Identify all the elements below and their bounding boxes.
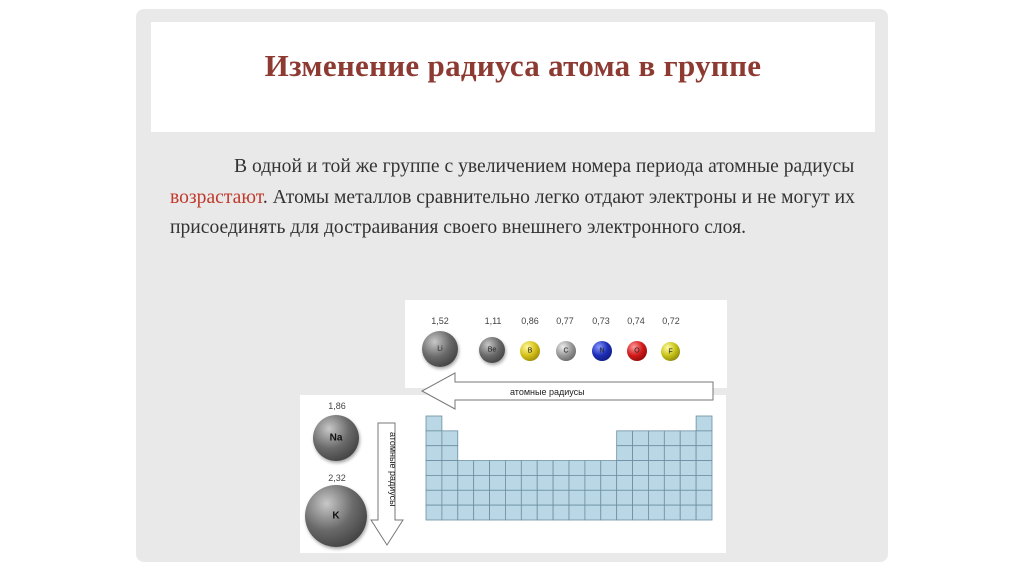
horizontal-arrow-label: атомные радиусы xyxy=(510,387,585,397)
table-cell xyxy=(633,490,649,505)
table-cell xyxy=(585,475,601,490)
table-cell xyxy=(680,505,696,520)
table-cell xyxy=(680,461,696,476)
table-cell xyxy=(521,505,537,520)
table-cell xyxy=(617,490,633,505)
table-cell xyxy=(633,431,649,446)
table-cell xyxy=(553,461,569,476)
atom-radius-label: 1,86 xyxy=(328,401,346,411)
table-cell xyxy=(664,431,680,446)
table-cell xyxy=(601,475,617,490)
table-cell xyxy=(521,461,537,476)
table-cell xyxy=(537,490,553,505)
table-cell xyxy=(680,475,696,490)
table-cell xyxy=(505,475,521,490)
table-cell xyxy=(553,505,569,520)
atom-f: F xyxy=(661,342,680,361)
table-cell xyxy=(569,490,585,505)
table-cell xyxy=(696,431,712,446)
periodic-table-grid xyxy=(426,416,712,520)
table-cell xyxy=(553,475,569,490)
table-cell xyxy=(426,475,442,490)
table-cell xyxy=(442,490,458,505)
slide-title: Изменение радиуса атома в группе xyxy=(264,48,762,83)
table-cell xyxy=(617,461,633,476)
table-cell xyxy=(648,461,664,476)
table-cell xyxy=(474,490,490,505)
vertical-arrow-label: атомные радиусы xyxy=(388,432,398,507)
table-cell xyxy=(426,446,442,461)
table-cell xyxy=(585,461,601,476)
table-cell xyxy=(664,490,680,505)
table-cell xyxy=(490,475,506,490)
table-cell xyxy=(569,505,585,520)
table-cell xyxy=(696,505,712,520)
atom-radius-label: 0,77 xyxy=(556,316,574,326)
atom-n: N xyxy=(592,341,612,361)
table-cell xyxy=(633,446,649,461)
table-cell xyxy=(458,461,474,476)
table-cell xyxy=(474,475,490,490)
table-cell xyxy=(601,490,617,505)
atom-o: O xyxy=(627,341,647,361)
table-cell xyxy=(442,505,458,520)
table-cell xyxy=(426,461,442,476)
table-cell xyxy=(648,431,664,446)
table-cell xyxy=(426,505,442,520)
table-cell xyxy=(617,431,633,446)
table-cell xyxy=(696,475,712,490)
table-cell xyxy=(474,461,490,476)
table-cell xyxy=(553,490,569,505)
table-cell xyxy=(505,505,521,520)
table-cell xyxy=(505,461,521,476)
atom-c: C xyxy=(556,341,576,361)
table-cell xyxy=(617,446,633,461)
table-cell xyxy=(696,416,712,431)
atom-li: Li xyxy=(422,331,458,367)
table-cell xyxy=(601,461,617,476)
table-cell xyxy=(458,475,474,490)
table-cell xyxy=(426,431,442,446)
table-cell xyxy=(490,505,506,520)
table-cell xyxy=(680,446,696,461)
atom-radius-label: 1,11 xyxy=(484,316,502,326)
table-cell xyxy=(442,431,458,446)
table-cell xyxy=(664,461,680,476)
table-cell xyxy=(458,490,474,505)
atom-be: Be xyxy=(479,337,505,363)
table-cell xyxy=(648,475,664,490)
table-cell xyxy=(696,446,712,461)
table-cell xyxy=(458,505,474,520)
atom-radius-label: 0,86 xyxy=(521,316,539,326)
table-cell xyxy=(505,490,521,505)
atom-b: B xyxy=(520,341,540,361)
table-cell xyxy=(680,431,696,446)
table-cell xyxy=(633,505,649,520)
table-cell xyxy=(696,490,712,505)
table-cell xyxy=(664,505,680,520)
table-cell xyxy=(521,475,537,490)
table-cell xyxy=(537,475,553,490)
table-cell xyxy=(664,475,680,490)
table-cell xyxy=(585,505,601,520)
table-cell xyxy=(442,446,458,461)
table-cell xyxy=(442,461,458,476)
paragraph-text-1: В одной и той же группе с увеличением номера периода атомные радиусы xyxy=(234,156,855,177)
atom-radius-label: 0,74 xyxy=(627,316,645,326)
table-cell xyxy=(648,446,664,461)
paragraph-text-2: . Атомы металлов сравнительно легко отдают электроны и не могут их присоединять для достраивания своего внешнего электронного слоя. xyxy=(170,186,855,238)
table-cell xyxy=(426,490,442,505)
table-cell xyxy=(633,475,649,490)
table-cell xyxy=(537,505,553,520)
table-cell xyxy=(617,505,633,520)
table-cell xyxy=(537,461,553,476)
table-cell xyxy=(426,416,442,431)
atom-k: K xyxy=(305,485,367,547)
table-cell xyxy=(601,505,617,520)
table-cell xyxy=(569,475,585,490)
table-cell xyxy=(521,490,537,505)
table-cell xyxy=(664,446,680,461)
atom-na: Na xyxy=(313,415,359,461)
table-cell xyxy=(490,461,506,476)
paragraph-highlight: возрастают xyxy=(170,186,263,208)
table-cell xyxy=(680,490,696,505)
atom-radius-label: 1,52 xyxy=(431,316,449,326)
table-cell xyxy=(490,490,506,505)
table-cell xyxy=(648,490,664,505)
table-cell xyxy=(617,475,633,490)
atom-radius-label: 2,32 xyxy=(328,473,346,483)
table-cell xyxy=(569,461,585,476)
table-cell xyxy=(696,461,712,476)
table-cell xyxy=(648,505,664,520)
table-cell xyxy=(633,461,649,476)
table-cell xyxy=(474,505,490,520)
atom-radius-label: 0,72 xyxy=(662,316,680,326)
table-cell xyxy=(442,475,458,490)
table-cell xyxy=(585,490,601,505)
atom-radius-label: 0,73 xyxy=(592,316,610,326)
